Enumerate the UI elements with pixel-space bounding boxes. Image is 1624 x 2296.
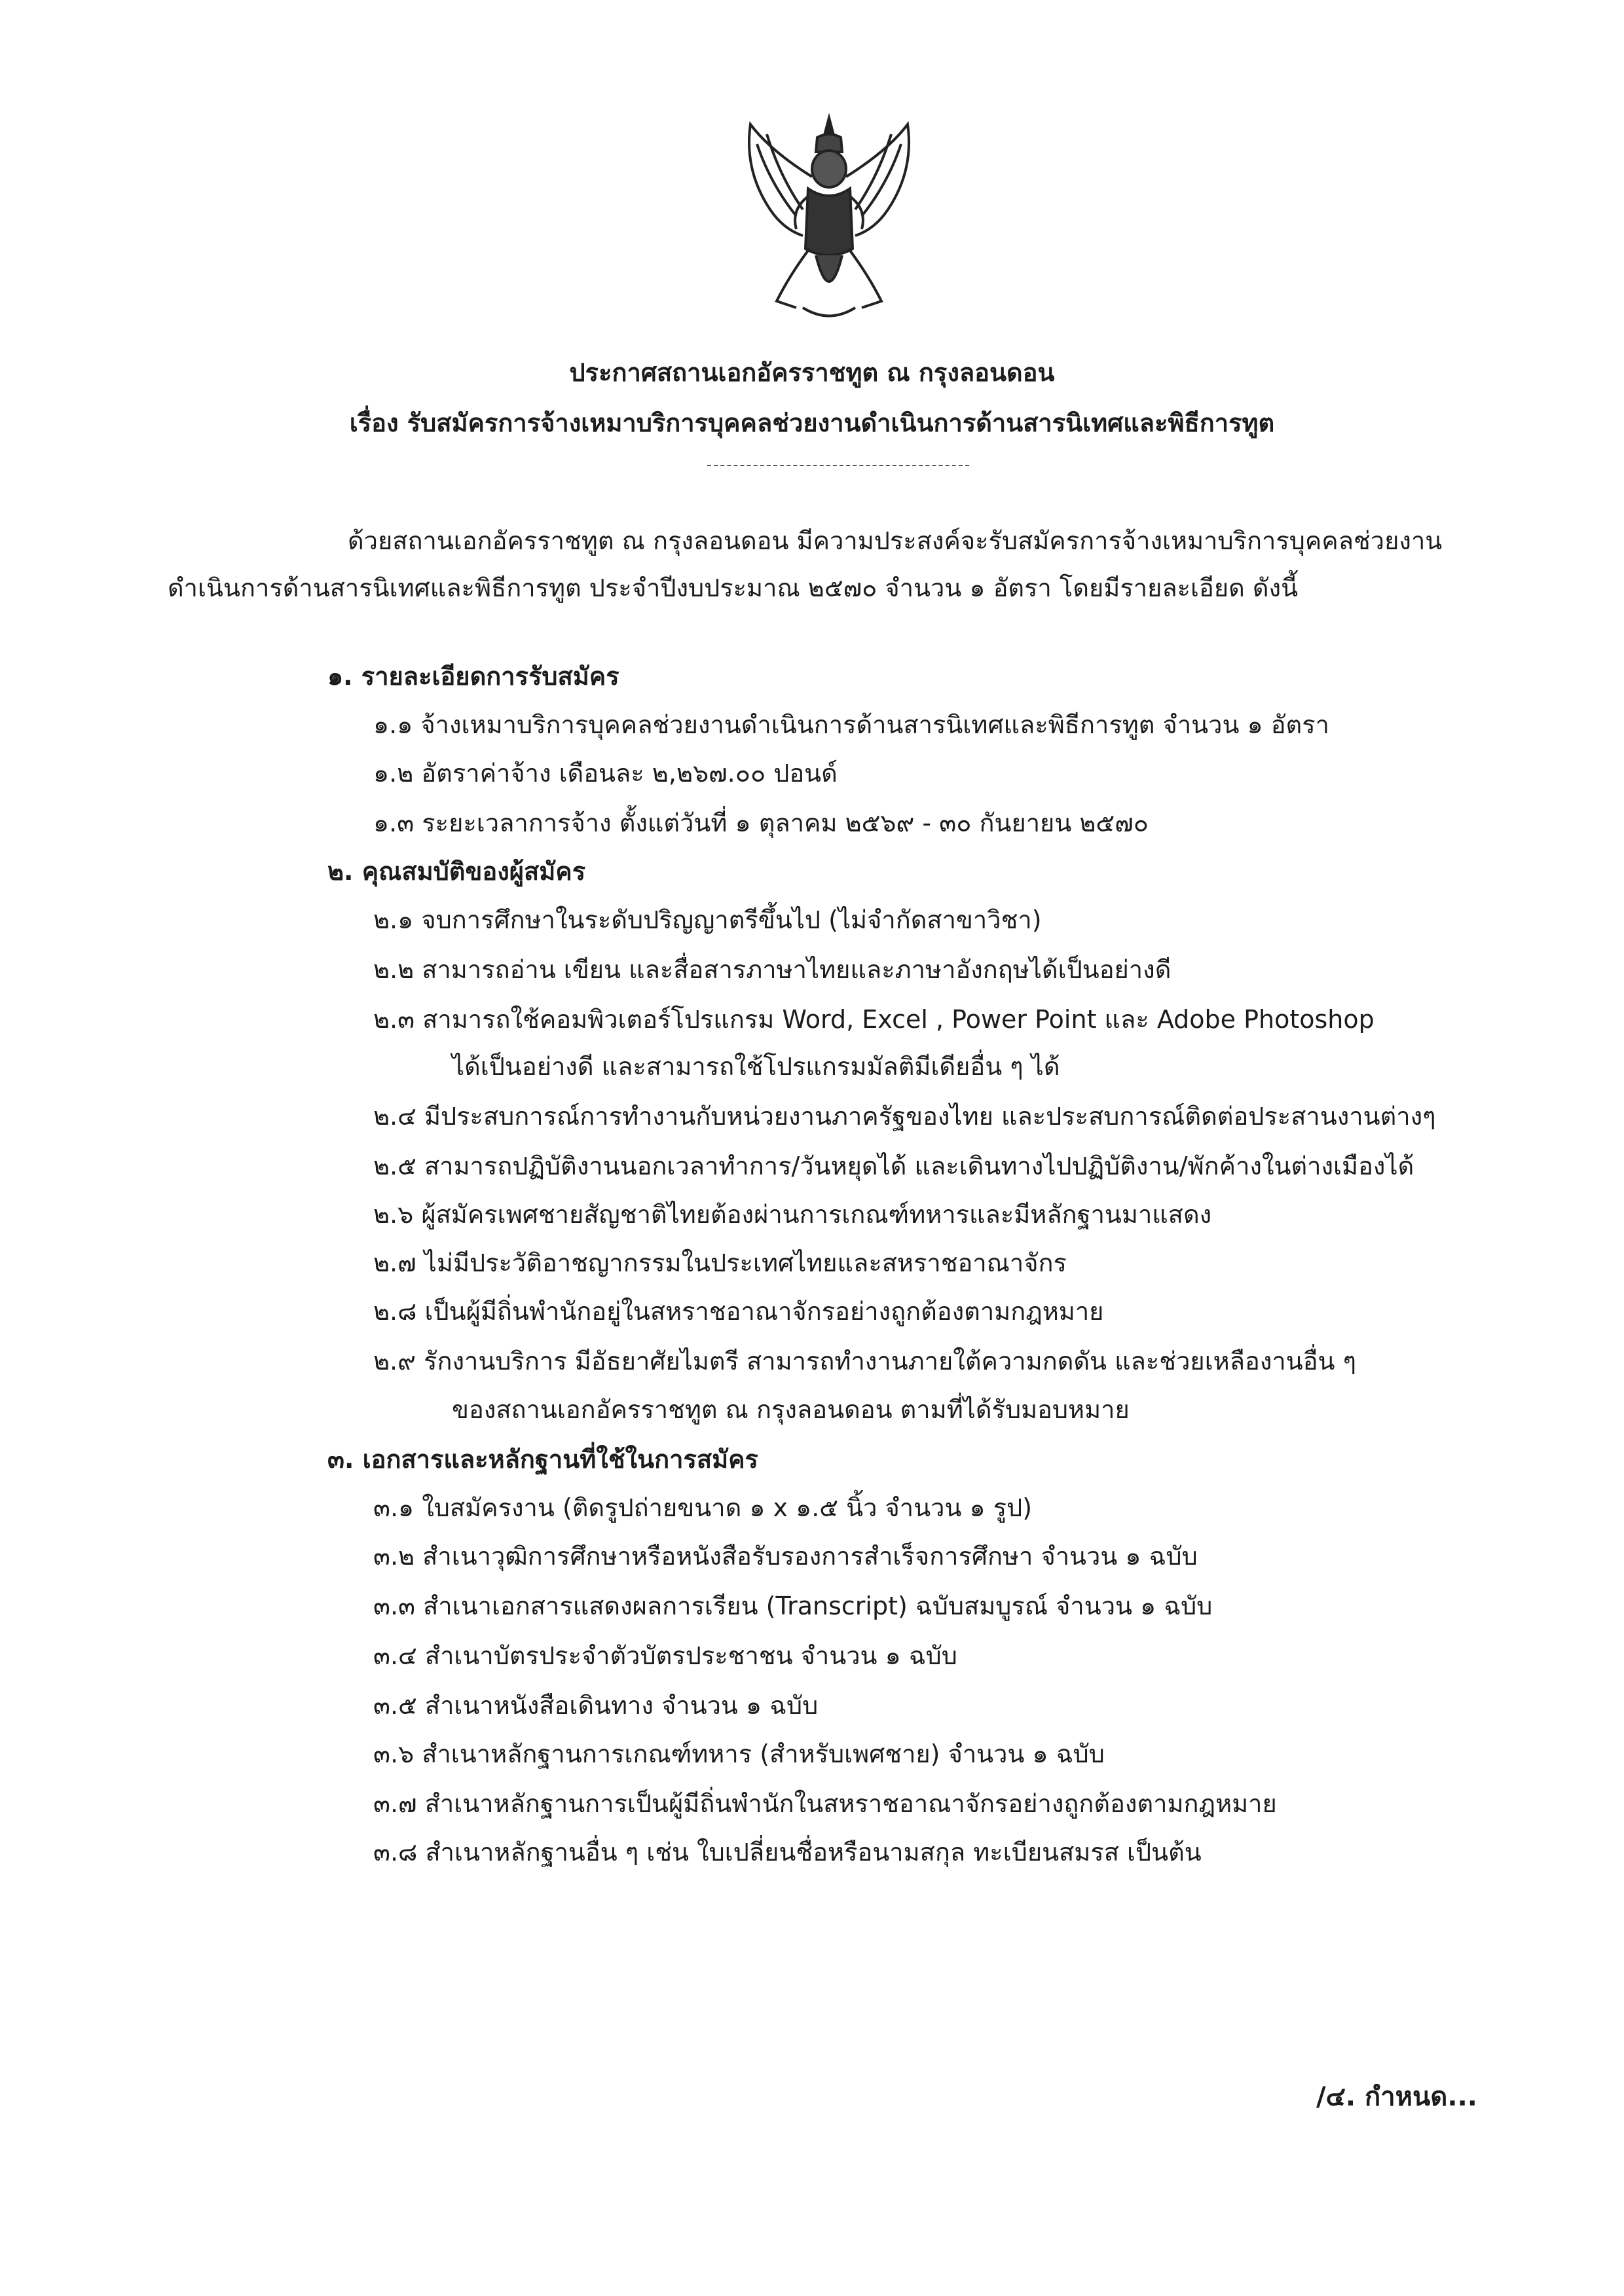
announcement-subject: เรื่อง รับสมัครการจ้างเหมาบริการบุคคลช่วยงานดำเนินการด้านสารนิเทศและพิธีการทูต xyxy=(349,409,1275,437)
section-1-heading: ๑. รายละเอียดการรับสมัคร xyxy=(327,662,619,691)
section-2-item: ๒.๘ เป็นผู้มีถิ่นพำนักอยู่ในสหราชอาณาจักรอย่างถูกต้องตามกฎหมาย xyxy=(373,1297,1104,1326)
section-3-item: ๓.๖ สำเนาหลักฐานการเกณฑ์ทหาร (สำหรับเพศชาย) จำนวน ๑ ฉบับ xyxy=(373,1740,1105,1768)
title-separator xyxy=(707,465,969,466)
announcement-title: ประกาศสถานเอกอัครราชทูต ณ กรุงลอนดอน xyxy=(569,358,1055,387)
section-3-item: ๓.๔ สำเนาบัตรประจำตัวบัตรประชาชน จำนวน ๑ ฉบับ xyxy=(373,1641,957,1670)
section-2-item-continuation: ของสถานเอกอัครราชทูต ณ กรุงลอนดอน ตามที่ได้รับมอบหมาย xyxy=(452,1395,1130,1424)
section-3-heading: ๓. เอกสารและหลักฐานที่ใช้ในการสมัคร xyxy=(327,1445,758,1474)
intro-paragraph xyxy=(168,517,1556,611)
section-3-item: ๓.๑ ใบสมัครงาน (ติดรูปถ่ายขนาด ๑ x ๑.๕ นิ้ว จำนวน ๑ รูป) xyxy=(373,1493,1033,1522)
section-2-item: ๒.๒ สามารถอ่าน เขียน และสื่อสารภาษาไทยและภาษาอังกฤษได้เป็นอย่างดี xyxy=(373,955,1172,984)
intro-line-1: ด้วยสถานเอกอัครราชทูต ณ กรุงลอนดอน มีความประสงค์จะรับสมัครการจ้างเหมาบริการบุคคลช่วยงาน xyxy=(348,526,1443,555)
section-3-item: ๓.๓ สำเนาเอกสารแสดงผลการเรียน (Transcript) ฉบับสมบูรณ์ จำนวน ๑ ฉบับ xyxy=(373,1592,1213,1620)
section-3-item: ๓.๘ สำเนาหลักฐานอื่น ๆ เช่น ใบเปลี่ยนชื่อหรือนามสกุล ทะเบียนสมรส เป็นต้น xyxy=(373,1838,1202,1867)
section-2-item: ๒.๙ รักงานบริการ มีอัธยาศัยไมตรี สามารถทำงานภายใต้ความกดดัน และช่วยเหลืองานอื่น ๆ xyxy=(373,1347,1356,1376)
section-1-item: ๑.๒ อัตราค่าจ้าง เดือนละ ๒,๒๖๗.๐๐ ปอนด์ xyxy=(373,759,838,788)
section-3-item: ๓.๕ สำเนาหนังสือเดินทาง จำนวน ๑ ฉบับ xyxy=(373,1691,819,1720)
next-page-marker: /๔. กำหนด... xyxy=(1316,2082,1477,2112)
section-2-item: ๒.๗ ไม่มีประวัติอาชญากรรมในประเทศไทยและสหราชอาณาจักร xyxy=(373,1248,1067,1277)
section-2-item-continuation: ได้เป็นอย่างดี และสามารถใช้โปรแกรมมัลติมีเดียอื่น ๆ ได้ xyxy=(452,1052,1060,1081)
section-3-item: ๓.๒ สำเนาวุฒิการศึกษาหรือหนังสือรับรองการสำเร็จการศึกษา จำนวน ๑ ฉบับ xyxy=(373,1542,1198,1571)
section-2-item: ๒.๓ สามารถใช้คอมพิวเตอร์โปรแกรม Word, Excel , Power Point และ Adobe Photoshop xyxy=(373,1005,1375,1034)
section-1-item: ๑.๑ จ้างเหมาบริการบุคคลช่วยงานดำเนินการด้านสารนิเทศและพิธีการทูต จำนวน ๑ อัตรา xyxy=(373,710,1329,739)
section-1-item: ๑.๓ ระยะเวลาการจ้าง ตั้งแต่วันที่ ๑ ตุลาคม ๒๕๖๙ - ๓๐ กันยายน ๒๕๗๐ xyxy=(373,809,1149,837)
section-2-item: ๒.๑ จบการศึกษาในระดับปริญญาตรีขึ้นไป (ไม่จำกัดสาขาวิชา) xyxy=(373,905,1042,934)
intro-line-2: ดำเนินการด้านสารนิเทศและพิธีการทูต ประจำปีงบประมาณ ๒๕๗๐ จำนวน ๑ อัตรา โดยมีรายละเอียด ดังนี้ xyxy=(168,574,1299,602)
section-2-item: ๒.๖ ผู้สมัครเพศชายสัญชาติไทยต้องผ่านการเกณฑ์ทหารและมีหลักฐานมาแสดง xyxy=(373,1200,1212,1229)
section-2-item: ๒.๔ มีประสบการณ์การทำงานกับหน่วยงานภาครัฐของไทย และประสบการณ์ติดต่อประสานงานต่างๆ xyxy=(373,1102,1436,1131)
garuda-emblem-icon xyxy=(731,111,927,327)
section-3-item: ๓.๗ สำเนาหลักฐานการเป็นผู้มีถิ่นพำนักในสหราชอาณาจักรอย่างถูกต้องตามกฎหมาย xyxy=(373,1789,1277,1818)
section-2-heading: ๒. คุณสมบัติของผู้สมัคร xyxy=(327,857,586,886)
section-2-item: ๒.๕ สามารถปฏิบัติงานนอกเวลาทำการ/วันหยุดได้ และเดินทางไปปฏิบัติงาน/พักค้างในต่างเมืองได้ xyxy=(373,1152,1414,1180)
